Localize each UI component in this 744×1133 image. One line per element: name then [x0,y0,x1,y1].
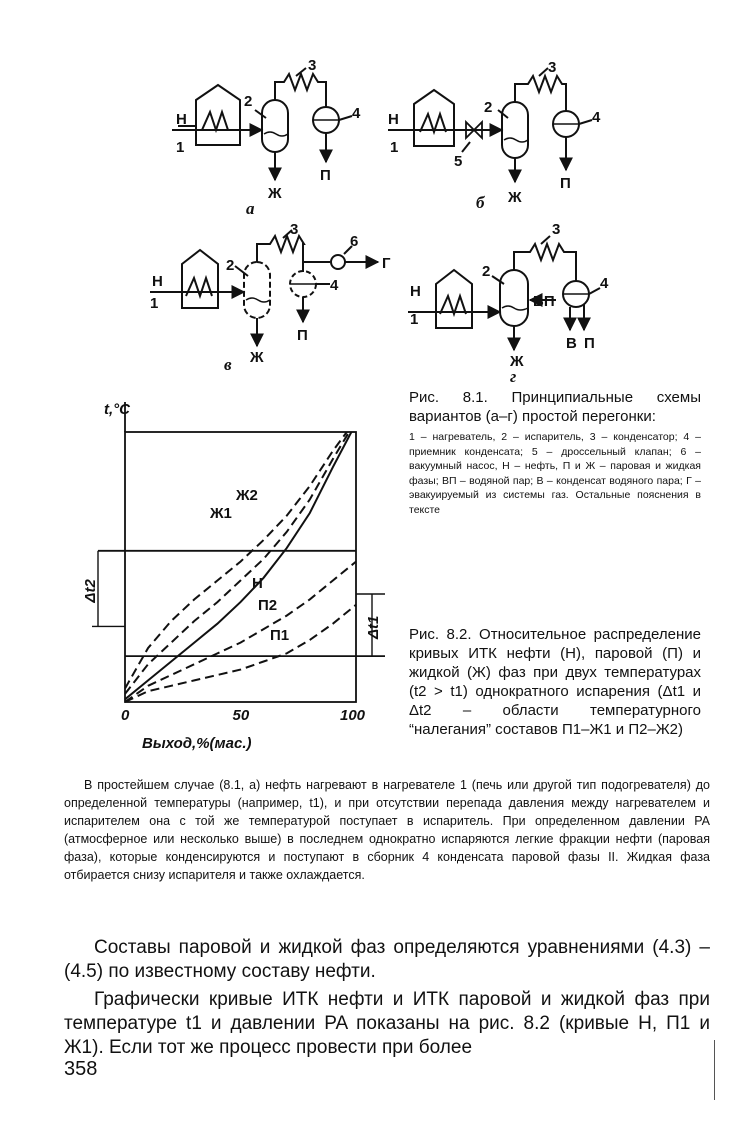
figure-8-1-caption-legend: 1 – нагреватель, 2 – испаритель, 3 – конденсатор; 4 – приемник конденсата; 5 – дроссельный клапан; 6 – вакуумный насос, Н – нефть, П и Ж – паровая и жидкая фазы; ВП – водяной пар; В – конденсат водяного пара; Г – эвакуируемый из системы газ. Остальные пояснения в тексте [409,431,701,516]
panel-label-a: а [246,199,255,218]
callout-2-v: 2 [226,257,235,274]
vacuum-pump [331,255,345,269]
series-line-Н [125,432,351,699]
x-tick-label-50: 50 [232,707,250,724]
series-label-Н: Н [252,575,263,592]
x-tick-label-100: 100 [340,707,366,724]
label-gas-v: Г [382,255,391,272]
callout-4-b: 4 [592,109,601,126]
scheme-a [172,68,352,180]
heater-furnace [436,270,472,328]
callout-3-a: 3 [308,57,317,74]
callout-6-v: 6 [350,233,359,250]
callout-4-a: 4 [352,105,361,122]
panel-label-b: б [476,193,485,212]
label-vapor-b: П [560,175,571,192]
figure-8-1-schemes [0,0,744,386]
condenser-coil [514,244,576,282]
label-water-vapor-g: ВП [533,293,555,310]
panel-label-v: в [224,355,232,374]
series-label-П2: П2 [258,597,278,614]
callout-4-g: 4 [600,275,609,292]
x-tick-label-0: 0 [121,707,130,724]
paragraph-small-print: В простейшем случае (8.1, а) нефть нагревают в нагревателе 1 (печь или другой тип подогревателя) до определенной температуры (например, t1), и при отсутствии перепада давления между нагревателем и испарителем она с той же температурой поступает в испаритель. При определенном давлении PA (атмосферное или несколько выше) в последнем однократно испаряются легкие фракции нефти (паровая фаза), которые конденсируются и поступают в сборник 4 конденсата паровой фазы II. Жидкая фаза отбирается снизу испарителя и также охлаждается. [64,778,710,882]
figure-8-1-caption-title: Рис. 8.1. Принципиальные схемы вариантов (а–г) простой перегонки: [409,389,701,425]
heater-coil [202,112,228,130]
heater-furnace [182,250,218,308]
series-label-П1: П1 [270,627,290,644]
evaporator [500,270,528,326]
scheme-v [150,230,378,346]
page-number: 358 [64,1058,98,1080]
label-vapor-a: П [320,167,331,184]
label-liquid-b: Ж [508,189,522,206]
label-feed-a: Н [176,111,187,128]
x-axis-label: Выход,%(мас.) [142,735,252,752]
annotation-dt2: Δt2 [82,579,99,603]
annotation-dt1: Δt1 [365,615,382,640]
callout-1-b: 1 [390,139,399,156]
callout-1-a: 1 [176,139,185,156]
paragraph-2: Графически кривые ИТК нефти и ИТК паровой и жидкой фаз при температуре t1 и давлении PA показаны на рис. 8.2 (кривые Н, П1 и Ж1). Если тот же процесс провести при более [64,989,710,1058]
series-line-П1 [125,605,356,702]
series-line-Ж2 [125,432,347,689]
evaporator [244,262,270,318]
heater-coil [186,278,212,296]
evaporator [502,102,528,158]
condenser-coil [515,76,566,112]
paragraph-1: Составы паровой и жидкой фаз определяются уравнениями (4.3) – (4.5) по известному составу нефти. [64,937,710,982]
chart-plot-area [125,432,356,702]
scheme-b [388,68,592,182]
callout-2-g: 2 [482,263,491,280]
label-feed-g: Н [410,283,421,300]
callout-1-v: 1 [150,295,159,312]
callout-5-b: 5 [454,153,463,170]
callout-3-b: 3 [548,59,557,76]
label-vapor-v: П [297,327,308,344]
figure-8-2-caption [409,625,701,739]
condenser-coil [257,236,304,272]
callout-2-a: 2 [244,93,253,110]
callout-3-v: 3 [290,221,299,238]
callout-3-g: 3 [552,221,561,238]
label-feed-v: Н [152,273,163,290]
margin-rule [714,1040,715,1100]
evaporator [262,100,288,152]
scheme-g [408,236,600,350]
callout-1-g: 1 [410,311,419,328]
heater-furnace [196,85,240,145]
label-liquid-g: Ж [510,353,524,370]
label-feed-b: Н [388,111,399,128]
label-condensate-g: В [566,335,577,352]
series-label-Ж1: Ж1 [210,505,232,522]
panel-label-g: г [510,367,517,386]
heater-furnace [414,90,454,146]
series-line-Ж1 [125,432,349,694]
callout-2-b: 2 [484,99,493,116]
series-label-Ж2: Ж2 [236,487,258,504]
y-axis-label: t,°C [104,401,130,418]
label-vapor-g: П [584,335,595,352]
label-liquid-a: Ж [268,185,282,202]
callout-4-v: 4 [330,277,339,294]
label-liquid-v: Ж [250,349,264,366]
figure-8-2-caption-text: Рис. 8.2. Относительное распределение кривых ИТК нефти (Н), паровой (П) и жидкой (Ж) фаз при двух температурах (t2 > t1) однократного испарения (Δt1 и Δt2 – области температурного “налегания” составов П1–Ж1 и П2–Ж2) [409,626,701,738]
